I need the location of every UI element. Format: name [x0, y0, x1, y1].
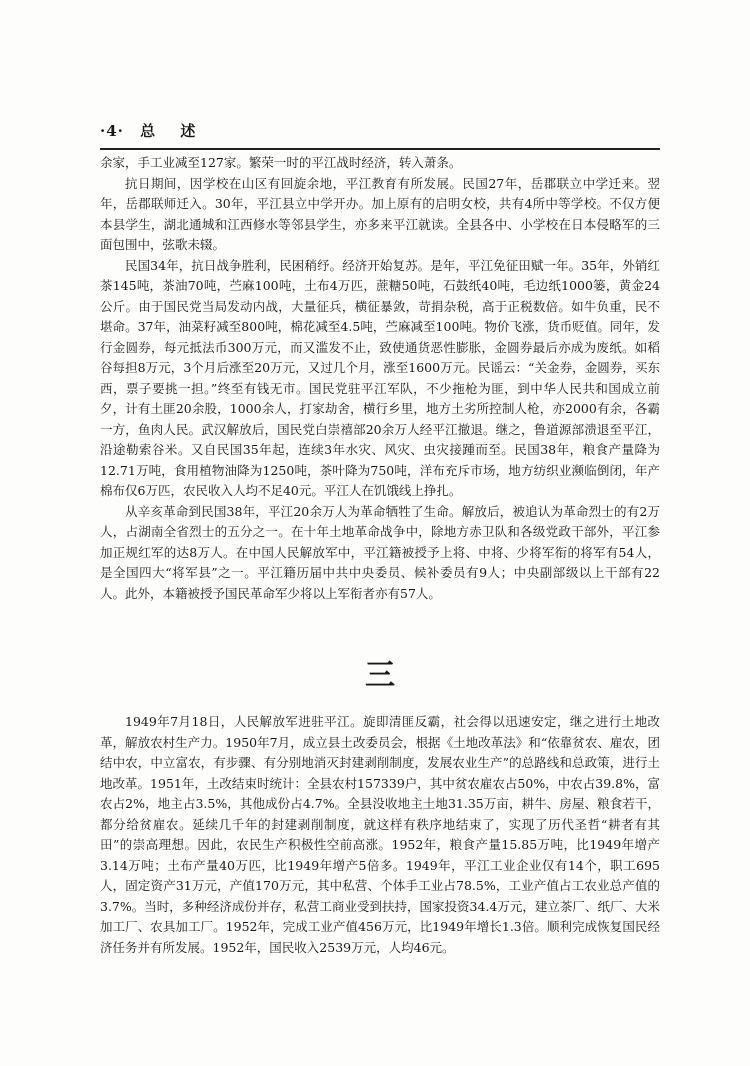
page-header [100, 120, 660, 146]
chapter-title: 总 述 [140, 122, 206, 140]
paragraph: 民国34年，抗日战争胜利，民困稍纾。经济开始复苏。是年，平江免征田赋一年。35年，外销红茶145吨，茶油70吨，苎麻100吨，土布4万匹，蔗糖50吨，石鼓纸40吨，毛边纸1000篓，黄金24公斤。由于国民党当局发动内战，大量征兵，横征暴敛，苛捐杂税，高于正税数倍。如牛负重，民不堪命。37年，油菜籽减至800吨，棉花减至4.5吨，苎麻减至100吨。物价飞涨，货币贬值。同年，发行金圆券，每元抵法币300万元，而又滥发不止，致使通货恶性膨胀，金圆券最后亦成为废纸。如稻谷每担8万元，3个月后涨至20万元，又过几个月，涨至1600万元。民谣云：“关金券，金圆券，买东西，票子要挑一担。”终至有钱无市。国民党驻平江军队，不少拖枪为匪，到中华人民共和国成立前夕，计有土匪20余股，1000余人，打家劫舍，横行乡里，地方土劣所控制人枪，亦2000有余，各霸一方，鱼肉人民。武汉解放后，国民党白崇禧部20余万人经平江撤退。继之，鲁道源部溃退至平江，沿途勒索谷米。又自民国35年起，连续3年水灾、风灾、虫灾接踵而至。民国38年，粮食产量降为12.71万吨，食用植物油降为1250吨，茶叶降为750吨，洋布充斥市场，地方纺织业濒临倒闭，年产棉布仅6万匹，农民收入人均不足40元。平江人在饥饿线上挣扎。 [100, 257, 660, 498]
page-number: ·4· [100, 122, 124, 140]
header-divider [100, 148, 660, 150]
section-heading: 三 [365, 658, 395, 693]
section-one-body [100, 153, 660, 604]
section-three-body [100, 712, 660, 958]
paragraph: 1949年7月18日，人民解放军进驻平江。旋即清匪反霸，社会得以迅速安定，继之进行土地改革，解放农村生产力。1950年7月，成立县土改委员会，根据《土地改革法》和“依靠贫农、雇农，团结中农，中立富农，有步骤、有分别地消灭封建剥削制度，发展农业生产”的总路线和总政策，进行土地改革。1951年，土改结束时统计：全县农村157339户，其中贫农雇农占50%，中农占39.8%，富农占2%，地主占3.5%，其他成份占4.7%。全县没收地主土地31.35万亩，耕牛、房屋、粮食若干，都分给贫雇农。延续几千年的封建剥削制度，就这样有秩序地结束了，实现了历代圣哲“耕者有其田”的崇高理想。因此，农民生产积极性空前高涨。1952年，粮食产量15.85万吨，比1949年增产3.14万吨；土布产量40万匹，比1949年增产5倍多。1949年，平江工业企业仅有14个，职工695人，固定资产31万元，产值170万元，其中私营、个体手工业占78.5%，工业产值占工农业总产值的3.7%。当时，多种经济成份并存，私营工商业受到扶持，国家投资34.4万元，建立茶厂、纸厂、大米加工厂、农具加工厂。1952年，完成工业产值456万元，比1949年增长1.3倍。顺利完成恢复国民经济任务并有所发展。1952年，国民收入2539万元，人均46元。 [100, 714, 660, 955]
paragraph: 抗日期间，因学校在山区有回旋余地，平江教育有所发展。民国27年，岳郡联立中学迁来。翌年，岳郡联师迁入。30年，平江县立中学开办。加上原有的启明女校，共有4所中等学校。不仅方便本县学生，湖北通城和江西修水等邻县学生，亦多来平江就读。全县各中、小学校在日本侵略军的三面包围中，弦歌未辍。 [100, 175, 660, 252]
paragraph: 余家，手工业减至127家。繁荣一时的平江战时经济，转入萧条。 [100, 155, 462, 170]
paragraph: 从辛亥革命到民国38年，平江20余万人为革命牺牲了生命。解放后，被追认为革命烈士的有2万人，占湖南全省烈士的五分之一。在十年土地革命战争中，除地方赤卫队和各级党政干部外，平江参加正规红军的达8万人。在中国人民解放军中，平江籍被授予上将、中将、少将军衔的将军有54人，是全国四大“将军县”之一。平江籍历届中共中央委员、候补委员有9人；中央副部级以上干部有22人。此外，本籍被授予国民革命军少将以上军衔者亦有57人。 [100, 503, 660, 601]
